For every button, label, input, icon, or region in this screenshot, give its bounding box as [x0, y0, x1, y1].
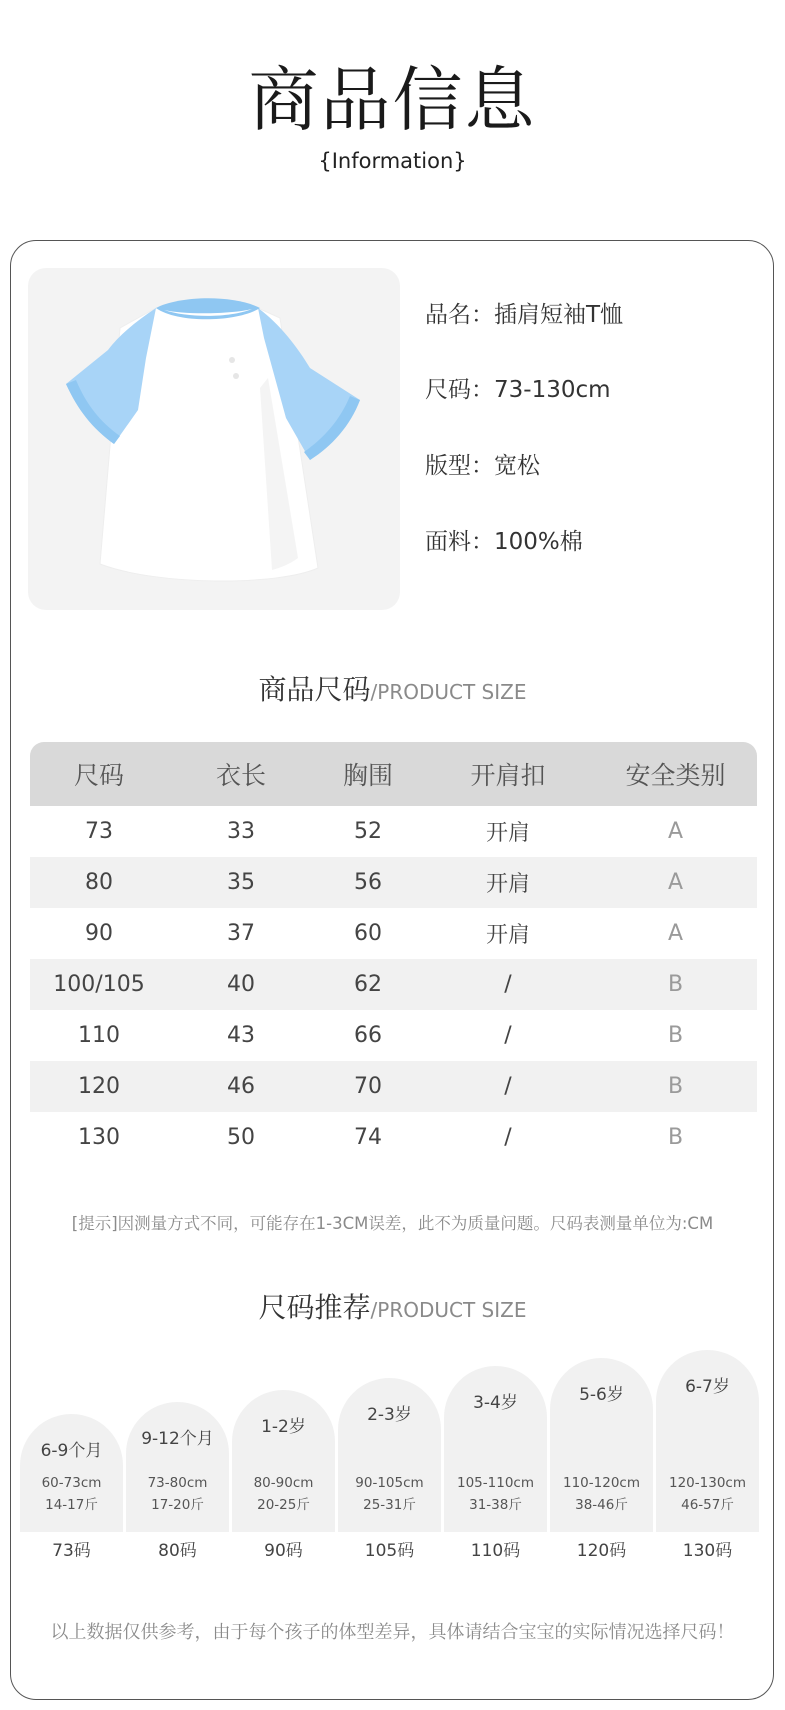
- cell-safety-grade: B: [667, 1074, 684, 1099]
- recommend-age: 1-2岁: [261, 1417, 306, 1437]
- cell-chest: 52: [354, 819, 382, 844]
- cell-shoulder-button: /: [504, 972, 512, 997]
- recommend-age: 9-12个月: [141, 1429, 214, 1449]
- recommend-size: 80码: [158, 1541, 197, 1561]
- table-row: [30, 1010, 757, 1061]
- cell-chest: 60: [354, 921, 382, 946]
- size-title-zh: 商品尺码: [258, 673, 371, 706]
- recommend-weight: 20-25斤: [257, 1497, 310, 1513]
- recommend-size: 110码: [470, 1541, 521, 1561]
- cell-shoulder-button: 开肩: [485, 923, 530, 948]
- header-shoulder-button: 开肩扣: [470, 761, 546, 790]
- cell-size: 100/105: [53, 972, 145, 997]
- recommend-card: [338, 1378, 441, 1532]
- recommend-card: [232, 1390, 335, 1532]
- recommend-height: 110-120cm: [563, 1475, 640, 1491]
- table-row: [30, 857, 757, 908]
- recommend-size: 130码: [682, 1541, 733, 1561]
- cell-safety-grade: A: [667, 921, 684, 946]
- cell-shoulder-button: 开肩: [485, 821, 530, 846]
- header-length: 衣长: [215, 761, 266, 790]
- recommend-age: 6-7岁: [685, 1377, 730, 1397]
- recommend-age: 5-6岁: [579, 1385, 624, 1405]
- cell-size: 90: [85, 921, 113, 946]
- table-header: [30, 742, 757, 806]
- recommend-card: [550, 1358, 653, 1532]
- cell-length: 37: [227, 921, 255, 946]
- cell-length: 50: [227, 1125, 255, 1150]
- recommend-card: [656, 1350, 759, 1532]
- recommend-height: 60-73cm: [41, 1475, 102, 1491]
- table-row: [30, 908, 757, 959]
- recommend-height: 105-110cm: [457, 1475, 534, 1491]
- cell-shoulder-button: /: [504, 1023, 512, 1048]
- recommend-size: 120码: [576, 1541, 627, 1561]
- measurement-note: [提示]因测量方式不同，可能存在1-3CM误差，此不为质量问题。尺码表测量单位为:CM: [71, 1214, 714, 1233]
- product-photo: [28, 268, 400, 610]
- page-title: 商品信息: [248, 59, 537, 141]
- recommend-weight: 25-31斤: [363, 1497, 416, 1513]
- cell-length: 46: [227, 1074, 255, 1099]
- cell-size: 73: [85, 819, 113, 844]
- table-row: [30, 1112, 757, 1163]
- recommend-height: 73-80cm: [147, 1475, 208, 1491]
- header-size: 尺码: [73, 761, 124, 790]
- recommend-height: 80-90cm: [253, 1475, 314, 1491]
- cell-safety-grade: B: [667, 1125, 684, 1150]
- size-table: [30, 742, 757, 1163]
- cell-size: 80: [85, 870, 113, 895]
- recommend-age: 3-4岁: [473, 1393, 518, 1413]
- cell-chest: 62: [354, 972, 382, 997]
- footer-disclaimer: 以上数据仅供参考，由于每个孩子的体型差异，具体请结合宝宝的实际情况选择尺码！: [50, 1622, 735, 1643]
- recommend-age: 6-9个月: [40, 1441, 103, 1461]
- cell-length: 33: [227, 819, 255, 844]
- recommend-weight: 46-57斤: [681, 1497, 734, 1513]
- recommend-title-en: /PRODUCT SIZE: [370, 1298, 527, 1322]
- cell-chest: 66: [354, 1023, 382, 1048]
- recommend-weight: 17-20斤: [151, 1497, 204, 1513]
- cell-size: 120: [78, 1074, 120, 1099]
- cell-shoulder-button: /: [504, 1074, 512, 1099]
- product-size-range: 尺码：73-130cm: [425, 377, 611, 403]
- recommend-card: [444, 1366, 547, 1532]
- tshirt-image: [28, 268, 400, 610]
- recommend-section-title: [0, 1290, 785, 1330]
- cell-safety-grade: B: [667, 1023, 684, 1048]
- cell-length: 35: [227, 870, 255, 895]
- product-fit: 版型：宽松: [425, 453, 540, 479]
- cell-length: 43: [227, 1023, 255, 1048]
- header-chest: 胸围: [342, 761, 393, 790]
- size-recommendation-chart: [20, 1350, 765, 1532]
- cell-safety-grade: A: [667, 870, 684, 895]
- header-safety-grade: 安全类别: [625, 761, 726, 790]
- recommend-weight: 31-38斤: [469, 1497, 522, 1513]
- cell-chest: 70: [354, 1074, 382, 1099]
- recommend-weight: 14-17斤: [45, 1497, 98, 1513]
- recommend-height: 90-105cm: [355, 1475, 424, 1491]
- recommend-height: 120-130cm: [669, 1475, 746, 1491]
- size-title-en: /PRODUCT SIZE: [370, 680, 527, 704]
- recommend-title-zh: 尺码推荐: [258, 1291, 371, 1324]
- recommend-age: 2-3岁: [367, 1405, 412, 1425]
- cell-chest: 56: [354, 870, 382, 895]
- cell-length: 40: [227, 972, 255, 997]
- cell-size: 110: [78, 1023, 120, 1048]
- page-subtitle: {Information}: [318, 149, 467, 173]
- recommend-weight: 38-46斤: [575, 1497, 628, 1513]
- cell-safety-grade: A: [667, 819, 684, 844]
- recommend-card: [20, 1414, 123, 1532]
- product-name: 品名：插肩短袖T恤: [425, 302, 624, 328]
- table-row: [30, 806, 757, 857]
- recommend-size: 90码: [264, 1541, 303, 1561]
- cell-safety-grade: B: [667, 972, 684, 997]
- cell-shoulder-button: /: [504, 1125, 512, 1150]
- cell-size: 130: [78, 1125, 120, 1150]
- table-row: [30, 1061, 757, 1112]
- cell-chest: 74: [354, 1125, 382, 1150]
- cell-shoulder-button: 开肩: [485, 872, 530, 897]
- recommend-size: 105码: [364, 1541, 415, 1561]
- table-row: [30, 959, 757, 1010]
- product-fabric: 面料：100%棉: [425, 529, 583, 555]
- recommend-size: 73码: [52, 1541, 91, 1561]
- recommend-card: [126, 1402, 229, 1532]
- size-section-title: [0, 672, 785, 712]
